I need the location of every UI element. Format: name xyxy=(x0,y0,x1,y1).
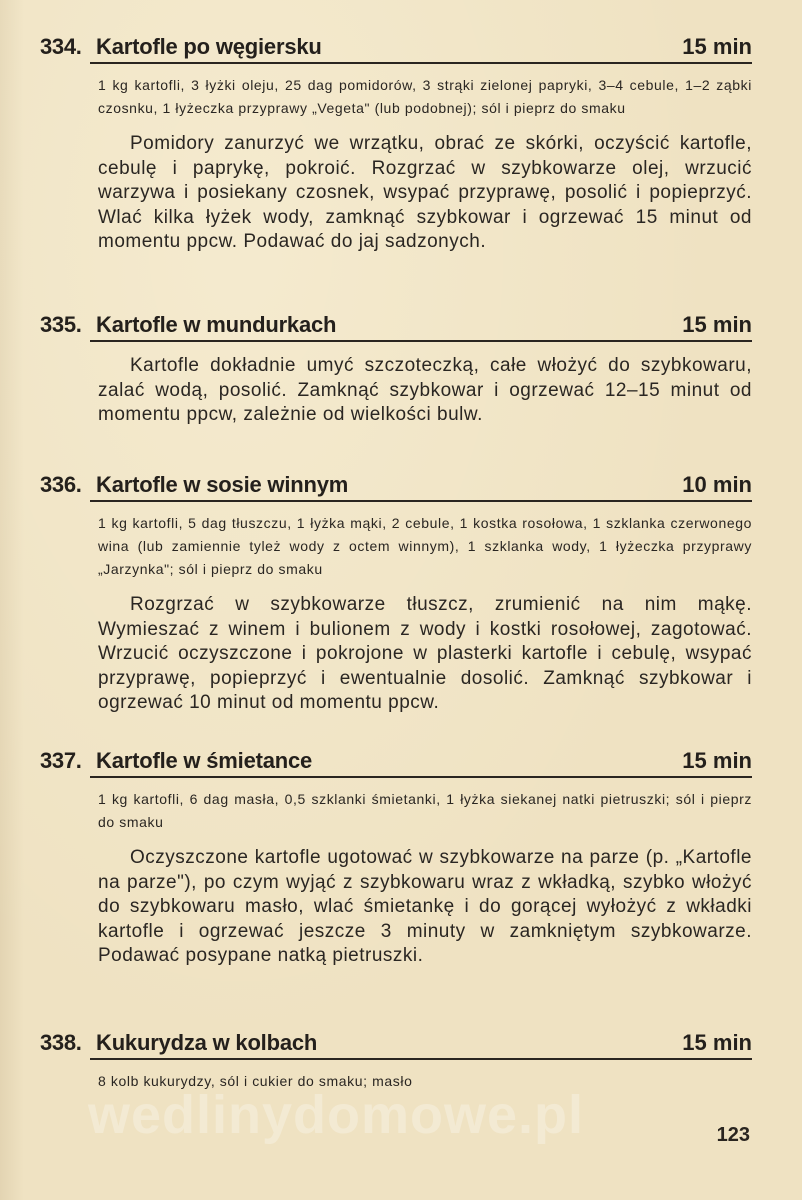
header-rule xyxy=(90,776,752,778)
recipe-header xyxy=(40,308,752,342)
watermark: wedlinydomowe.pl xyxy=(88,1085,585,1145)
recipe-ingredients: 8 kolb kukurydzy, sól i cukier do smaku; masło xyxy=(98,1073,413,1089)
page-number: 123 xyxy=(716,1124,750,1146)
recipe-instructions: Oczyszczone kartofle ugotować w szybkowarze na parze (p. „Kartofle na parze"), po czym wyjąć z szybkowaru wraz z wkładką, szybko włożyć do szybkowaru masło, wlać śmietankę i do gorącej wyłożyć z wkładki kartofle i ogrzewać jeszcze 3 minuty w zamkniętym szybkowarze. Podawać posypane natką pietruszki. xyxy=(98,847,752,966)
recipe-time: 15 min xyxy=(682,748,752,773)
recipe-header xyxy=(40,30,752,64)
recipe-time: 15 min xyxy=(682,34,752,59)
recipe-335 xyxy=(40,308,752,428)
recipe-ingredients: 1 kg kartofli, 3 łyżki oleju, 25 dag pomidorów, 3 strąki zielonej papryki, 3–4 cebule, 1–2 ząbki czosnku, 1 łyżeczka przyprawy „Vegeta" (lub podobnej); sól i pieprz do smaku xyxy=(98,77,752,116)
header-rule xyxy=(90,340,752,342)
recipe-time: 10 min xyxy=(682,472,752,497)
recipe-number: 336. xyxy=(40,472,82,497)
recipe-336 xyxy=(40,468,752,716)
recipe-title: Kartofle w mundurkach xyxy=(96,312,337,337)
recipe-number: 334. xyxy=(40,34,82,59)
recipe-instructions: Kartofle dokładnie umyć szczoteczką, całe włożyć do szybkowaru, zalać wodą, posolić. Zamknąć szybkowar i ogrzewać 12–15 minut od momentu ppcw, zależnie od wielkości bulw. xyxy=(98,355,752,425)
recipe-ingredients: 1 kg kartofli, 6 dag masła, 0,5 szklanki śmietanki, 1 łyżka siekanej natki pietruszki; sól i pieprz do smaku xyxy=(98,791,752,830)
header-rule xyxy=(90,1058,752,1060)
recipe-time: 15 min xyxy=(682,312,752,337)
recipe-header xyxy=(40,1026,752,1060)
recipe-334 xyxy=(40,30,752,255)
header-rule xyxy=(90,62,752,64)
recipe-number: 337. xyxy=(40,748,82,773)
recipe-title: Kartofle po węgiersku xyxy=(96,34,322,59)
recipe-337 xyxy=(40,744,752,969)
recipe-title: Kukurydza w kolbach xyxy=(96,1030,318,1055)
recipe-time: 15 min xyxy=(682,1030,752,1055)
recipe-instructions: Rozgrzać w szybkowarze tłuszcz, zrumienić na nim mąkę. Wymieszać z winem i bulionem z wody i kostki rosołowej, zagotować. Wrzucić oczyszczone i pokrojone w plasterki kartofle i cebulę, wsypać przyprawę, popieprzyć i ewentualnie dosolić. Zamknąć szybkowar i ogrzewać 10 minut od momentu ppcw. xyxy=(98,594,752,713)
recipe-338 xyxy=(40,1026,752,1093)
recipe-header xyxy=(40,744,752,778)
recipe-header xyxy=(40,468,752,502)
recipe-title: Kartofle w śmietance xyxy=(96,748,313,773)
recipe-ingredients: 1 kg kartofli, 5 dag tłuszczu, 1 łyżka mąki, 2 cebule, 1 kostka rosołowa, 1 szklanka czerwonego wina (lub zamiennie tyleż wody z octem winnym), 1 szklanka wody, 1 łyżeczka przyprawy „Jarzynka"; sól i pieprz do smaku xyxy=(98,515,752,577)
recipe-instructions: Pomidory zanurzyć we wrzątku, obrać ze skórki, oczyścić kartofle, cebulę i paprykę, pokroić. Rozgrzać w szybkowarze olej, wrzucić warzywa i posiekany czosnek, wsypać przyprawę, posolić i popieprzyć. Wlać kilka łyżek wody, zamknąć szybkowar i ogrzewać 15 minut od momentu ppcw. Podawać do jaj sadzonych. xyxy=(98,133,752,252)
header-rule xyxy=(90,500,752,502)
recipe-title: Kartofle w sosie winnym xyxy=(96,472,349,497)
recipe-number: 338. xyxy=(40,1030,82,1055)
recipe-number: 335. xyxy=(40,312,82,337)
